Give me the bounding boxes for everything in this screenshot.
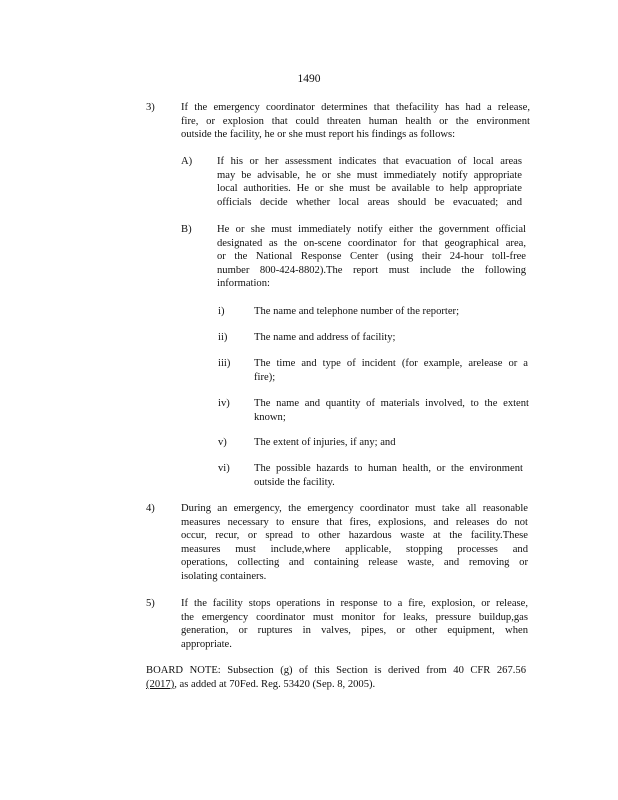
list-text: [254, 436, 530, 450]
text-line: outside the facility.: [254, 476, 335, 488]
text-line: If his or her assessment indicates that evacuation of local areas: [217, 156, 522, 167]
list-marker: v): [218, 437, 227, 448]
citation-rest: , as added at 70Fed. Reg. 53420 (Sep. 8, 2005).: [174, 679, 376, 690]
subitem-marker: A): [181, 156, 193, 167]
list-text: [254, 331, 530, 345]
citation-year: (2017): [146, 679, 175, 690]
text-line: designated as the on-scene coordinator for that geographical area,: [217, 237, 526, 249]
subitem-text: [217, 155, 522, 209]
item-marker: 5): [146, 598, 155, 609]
text-line: outside the facility, he or she must report his findings as follows:: [181, 129, 456, 140]
text-line: known;: [254, 411, 286, 423]
item-text: [181, 597, 528, 651]
text-line: If the emergency coordinator determines that thefacility has had a release,: [181, 102, 530, 113]
item-marker: 4): [146, 503, 155, 514]
text-line: The possible hazards to human health, or the environment: [254, 463, 523, 474]
text-line: fire, or explosion that could threaten human health or the environment: [181, 115, 530, 127]
text-line: occur, recur, or spread to other hazardous waste at the facility.These: [181, 530, 528, 541]
text-line: The extent of injuries, if any; and: [254, 437, 396, 448]
list-text: [254, 357, 528, 384]
text-line: measures must include,where applicable, stopping processes and: [181, 543, 528, 555]
list-text: [254, 305, 530, 319]
item-text: [181, 101, 530, 142]
page-number: 1490: [297, 73, 321, 85]
text-line: During an emergency, the emergency coordinator must take all reasonable: [181, 503, 528, 514]
text-line: The name and address of facility;: [254, 332, 396, 343]
text-line: operations, collecting and containing release waste, and removing or: [181, 557, 528, 568]
subitem-text: [217, 223, 526, 291]
list-marker: ii): [218, 332, 228, 343]
item-text: [181, 502, 528, 583]
list-text: [254, 397, 529, 424]
list-marker: vi): [218, 463, 230, 474]
subitem-marker: B): [181, 224, 192, 235]
item-marker: 3): [146, 102, 155, 113]
text-line: isolating containers.: [181, 570, 267, 582]
text-line: The name and quantity of materials involved, to the extent: [254, 398, 529, 409]
text-line: The name and telephone number of the reporter;: [254, 306, 460, 317]
text-line: information:: [217, 278, 270, 289]
text-line: appropriate.: [181, 638, 232, 650]
text-line: generation, or ruptures in valves, pipes, or other equipment, when: [181, 625, 528, 636]
list-marker: i): [218, 306, 225, 317]
text-line: The time and type of incident (for example, arelease or a: [254, 358, 528, 369]
text-line: fire);: [254, 371, 276, 383]
board-note-line: [146, 678, 526, 692]
list-text: [254, 462, 523, 489]
board-note: [146, 664, 526, 692]
text-line: number 800-424-8802).The report must include the following: [217, 264, 526, 276]
text-line: may be advisable, he or she must immediately notify appropriate: [217, 169, 522, 181]
text-line: the emergency coordinator must monitor for leaks, pressure buildup,gas: [181, 611, 528, 623]
text-line: officials decide whether local areas should be evacuated; and: [217, 196, 522, 208]
text-line: If the facility stops operations in response to a fire, explosion, or release,: [181, 598, 528, 609]
list-marker: iv): [218, 398, 230, 409]
board-note-line: BOARD NOTE: Subsection (g) of this Section is derived from 40 CFR 267.56: [146, 665, 526, 676]
text-line: He or she must immediately notify either the government official: [217, 224, 526, 235]
text-line: or the National Response Center (using their 24-hour toll-free: [217, 251, 526, 262]
list-marker: iii): [218, 358, 231, 369]
text-line: measures necessary to ensure that fires, explosions, and releases do not: [181, 516, 528, 528]
text-line: local authorities. He or she must be available to help appropriate: [217, 183, 522, 194]
